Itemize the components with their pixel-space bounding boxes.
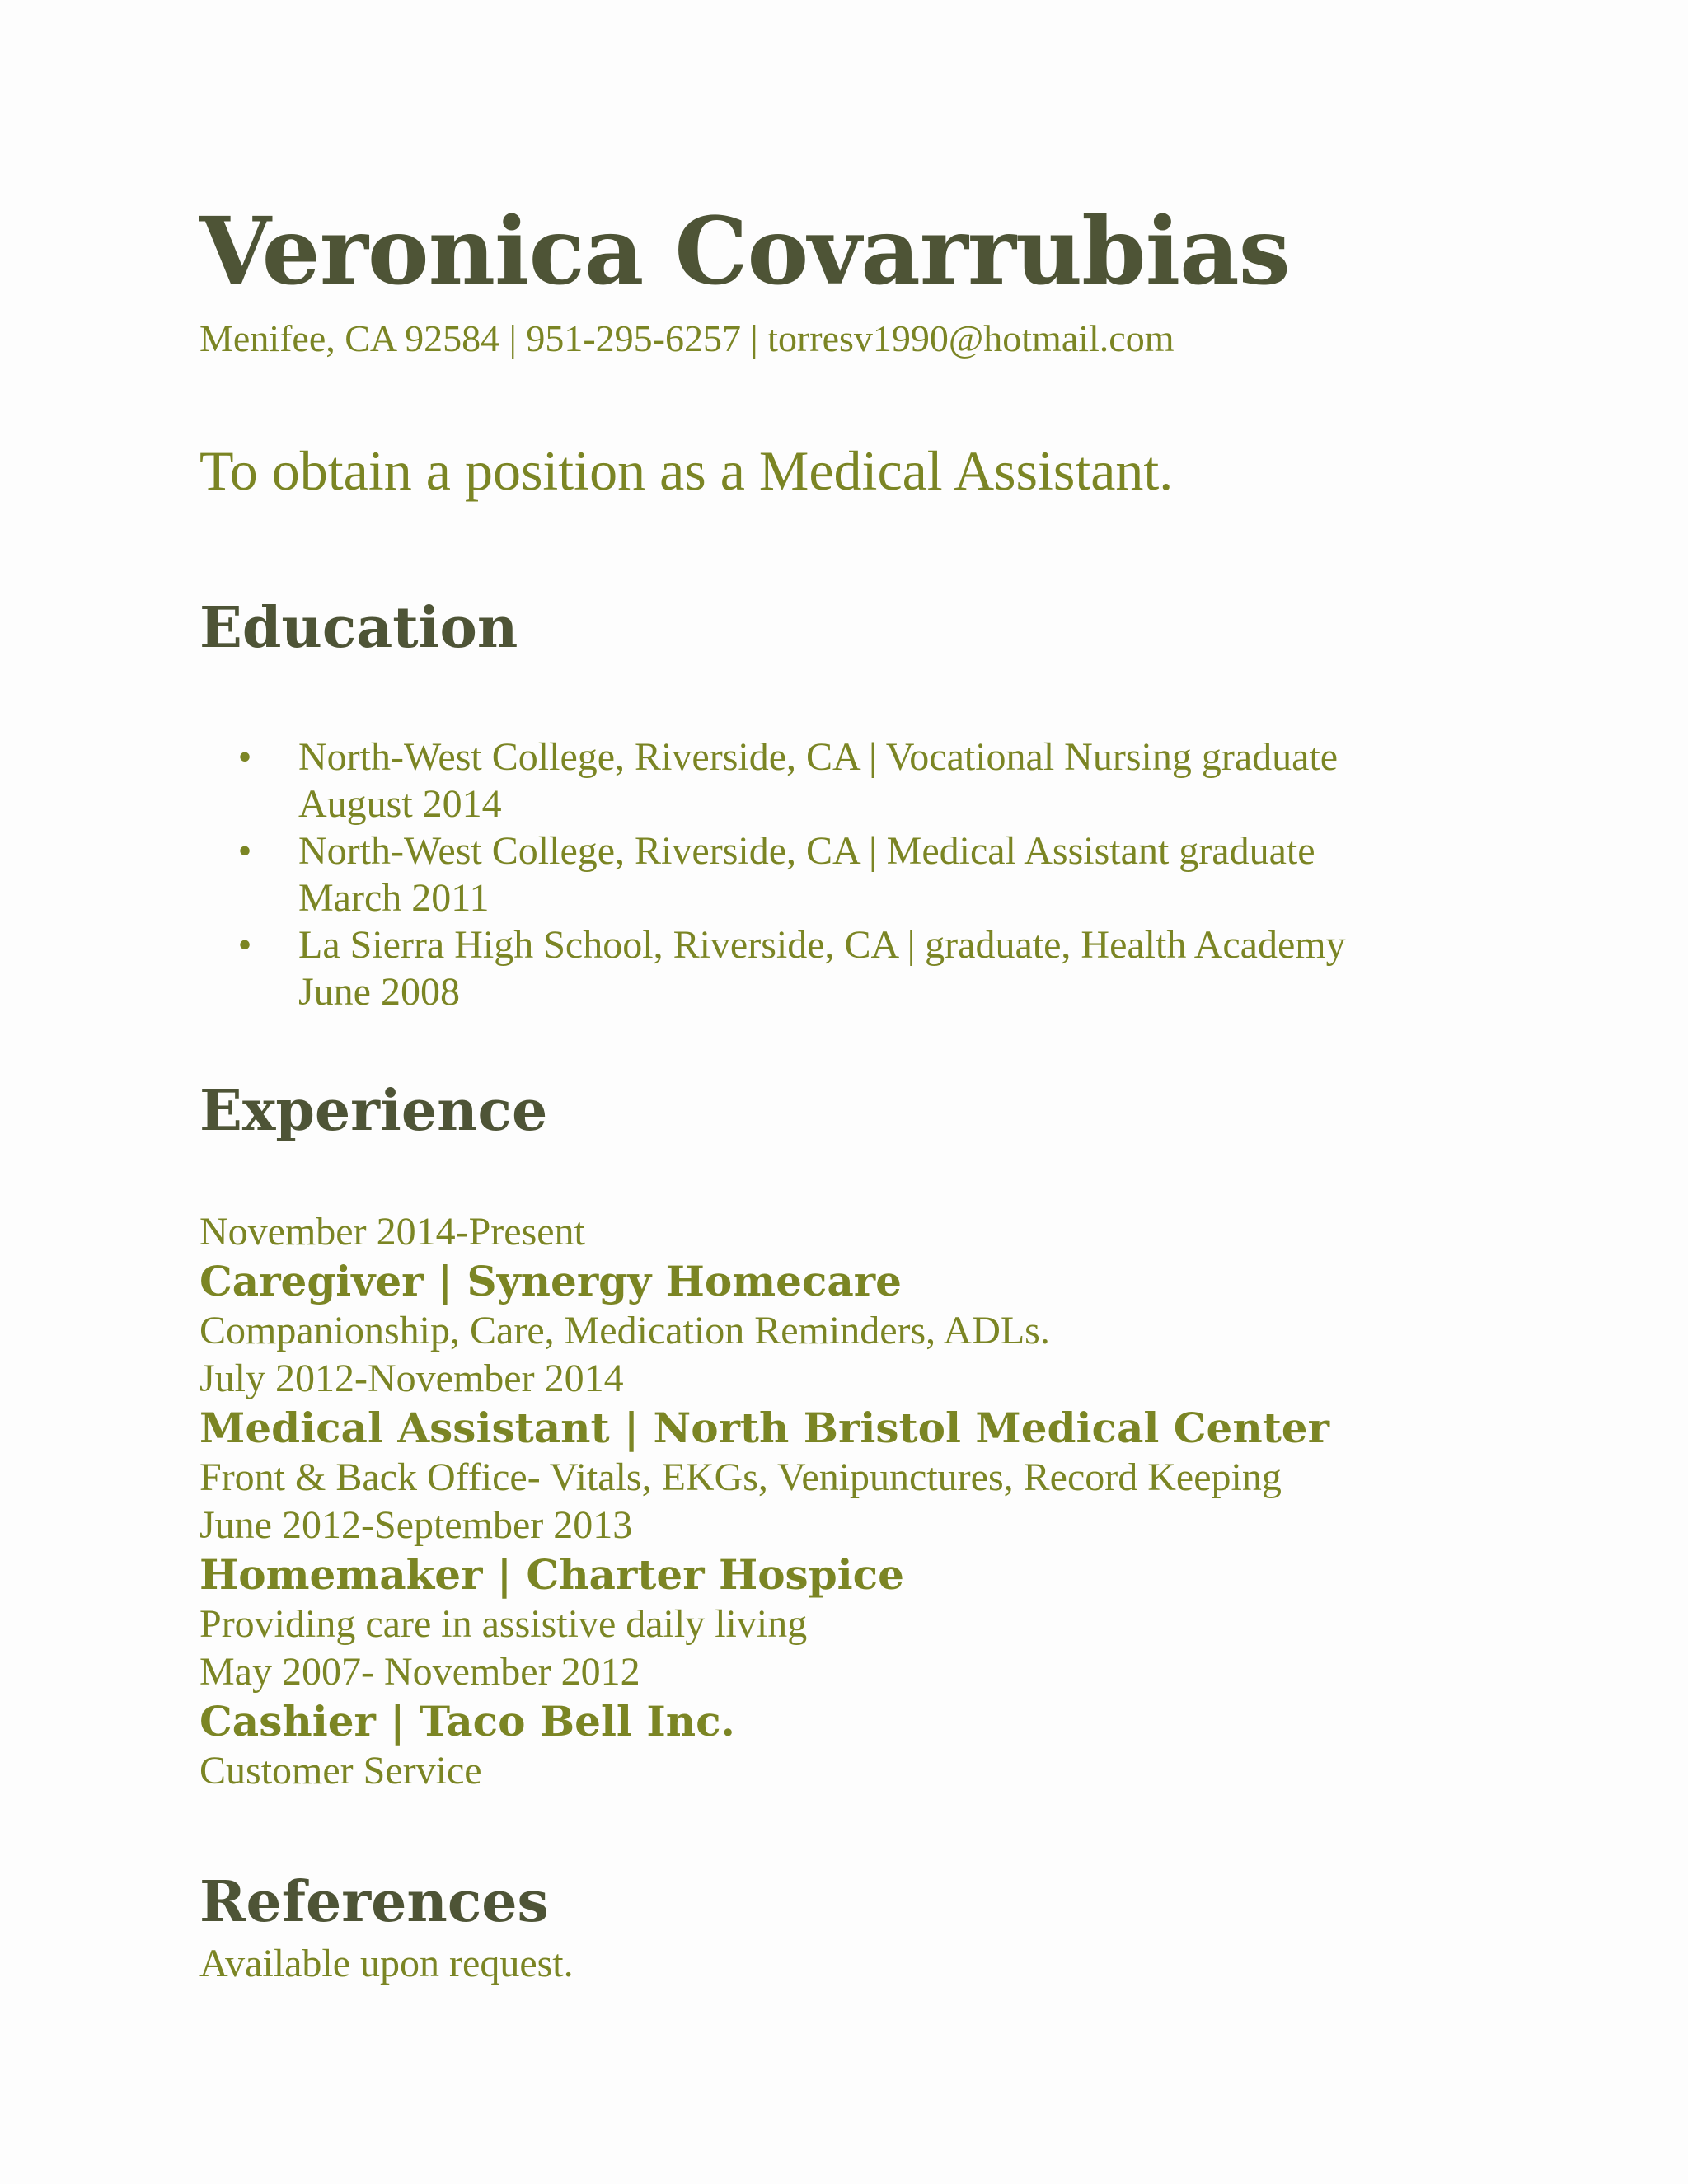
experience-list bbox=[199, 1208, 1329, 1795]
education-item bbox=[199, 921, 1346, 1015]
bullet-icon: • bbox=[237, 829, 252, 873]
experience-entry bbox=[199, 1502, 1329, 1648]
bullet-icon: • bbox=[237, 735, 252, 779]
experience-description: Front & Back Office- Vitals, EKGs, Venipunctures, Record Keeping bbox=[199, 1455, 1282, 1499]
experience-dates: July 2012-November 2014 bbox=[199, 1357, 624, 1400]
contact-info: Menifee, CA 92584 | 951-295-6257 | torresv1990@hotmail.com bbox=[199, 317, 1175, 359]
education-school: North-West College, Riverside, CA | Vocational Nursing graduate bbox=[298, 735, 1339, 779]
bullet-icon: • bbox=[237, 923, 252, 967]
experience-title: Homemaker | Charter Hospice bbox=[199, 1550, 904, 1599]
experience-description: Companionship, Care, Medication Reminders, ADLs. bbox=[199, 1309, 1050, 1352]
education-heading: Education bbox=[199, 595, 518, 661]
references-heading: References bbox=[199, 1869, 549, 1935]
experience-dates: November 2014-Present bbox=[199, 1210, 585, 1254]
candidate-name: Veronica Covarrubias bbox=[199, 198, 1290, 306]
education-school: La Sierra High School, Riverside, CA | graduate, Health Academy bbox=[298, 923, 1346, 967]
education-item bbox=[199, 827, 1346, 921]
objective-statement: To obtain a position as a Medical Assistant. bbox=[199, 439, 1174, 502]
education-list bbox=[199, 733, 1346, 1015]
experience-title: Caregiver | Synergy Homecare bbox=[199, 1257, 902, 1305]
references-text: Available upon request. bbox=[199, 1942, 574, 1985]
education-school: North-West College, Riverside, CA | Medical Assistant graduate bbox=[298, 829, 1315, 873]
education-date: August 2014 bbox=[298, 782, 502, 826]
experience-title: Medical Assistant | North Bristol Medical Center bbox=[199, 1404, 1329, 1452]
experience-title: Cashier | Taco Bell Inc. bbox=[199, 1697, 735, 1746]
experience-description: Customer Service bbox=[199, 1749, 482, 1793]
experience-entry bbox=[199, 1648, 1329, 1795]
education-date: June 2008 bbox=[298, 970, 460, 1014]
experience-entry bbox=[199, 1355, 1329, 1502]
experience-entry bbox=[199, 1208, 1329, 1355]
experience-description: Providing care in assistive daily living bbox=[199, 1602, 808, 1646]
experience-dates: June 2012-September 2013 bbox=[199, 1503, 633, 1547]
experience-dates: May 2007- November 2012 bbox=[199, 1650, 640, 1694]
experience-heading: Experience bbox=[199, 1078, 548, 1144]
education-date: March 2011 bbox=[298, 876, 490, 920]
education-item bbox=[199, 733, 1346, 827]
